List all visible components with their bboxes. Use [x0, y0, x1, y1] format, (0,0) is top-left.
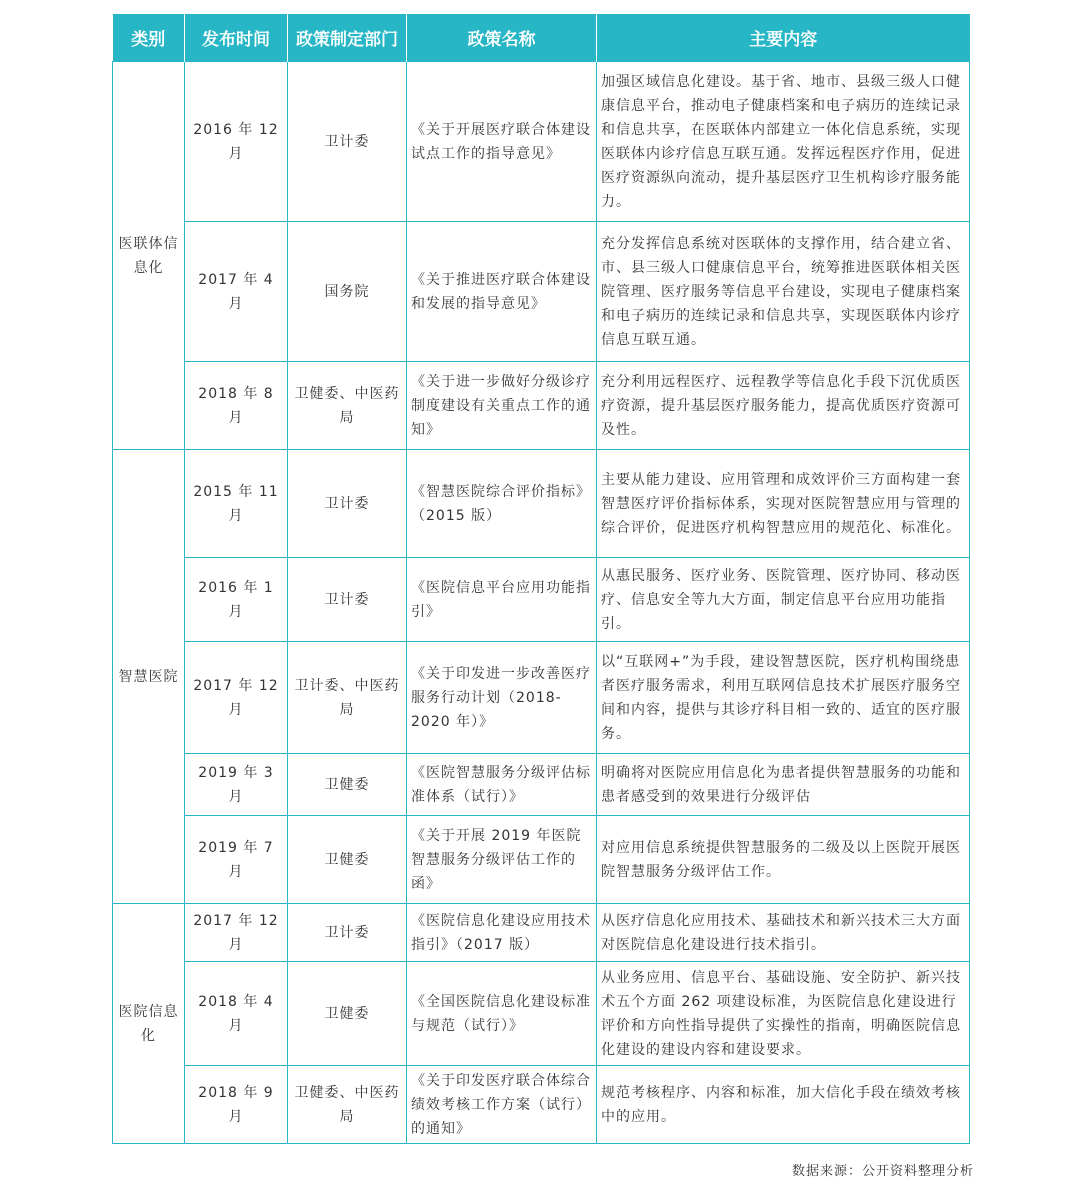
policy-name-cell: 《关于印发进一步改善医疗服务行动计划（2018-2020 年）》	[407, 642, 597, 754]
header-category: 类别	[113, 14, 185, 62]
policy-name-cell: 《关于进一步做好分级诊疗制度建设有关重点工作的通知》	[407, 362, 597, 450]
date-cell: 2017 年 12 月	[185, 904, 288, 962]
department-cell: 卫计委	[288, 450, 407, 558]
department-cell: 卫健委	[288, 962, 407, 1066]
content-cell: 加强区域信息化建设。基于省、地市、县级三级人口健康信息平台，推动电子健康档案和电子病历的连续记录和信息共享，在医联体内部建立一体化信息系统，实现医联体内诊疗信息互联互通。发挥远程医疗作用，促进医疗资源纵向流动，提升基层医疗卫生机构诊疗服务能力。	[597, 62, 970, 222]
content-cell: 对应用信息系统提供智慧服务的二级及以上医院开展医院智慧服务分级评估工作。	[597, 816, 970, 904]
table-row	[113, 450, 970, 558]
date-cell: 2018 年 8 月	[185, 362, 288, 450]
policy-table	[112, 14, 970, 1144]
policy-name-cell: 《关于开展 2019 年医院智慧服务分级评估工作的函》	[407, 816, 597, 904]
date-cell: 2016 年 1 月	[185, 558, 288, 642]
policy-name-cell: 《全国医院信息化建设标准与规范（试行）》	[407, 962, 597, 1066]
content-cell: 从医疗信息化应用技术、基础技术和新兴技术三大方面对医院信息化建设进行技术指引。	[597, 904, 970, 962]
header-main-content: 主要内容	[597, 14, 970, 62]
table-row	[113, 558, 970, 642]
content-cell: 充分利用远程医疗、远程教学等信息化手段下沉优质医疗资源，提升基层医疗服务能力，提高优质医疗资源可及性。	[597, 362, 970, 450]
content-cell: 主要从能力建设、应用管理和成效评价三方面构建一套智慧医疗评价指标体系，实现对医院智慧应用与管理的综合评价，促进医疗机构智慧应用的规范化、标准化。	[597, 450, 970, 558]
department-cell: 卫计委、中医药局	[288, 642, 407, 754]
department-cell: 卫健委、中医药局	[288, 362, 407, 450]
department-cell: 卫健委	[288, 754, 407, 816]
table-row	[113, 754, 970, 816]
table-row	[113, 362, 970, 450]
policy-name-cell: 《关于印发医疗联合体综合绩效考核工作方案（试行）的通知》	[407, 1066, 597, 1144]
data-source-note: 数据来源：公开资料整理分析	[791, 1164, 974, 1179]
table-row	[113, 642, 970, 754]
department-cell: 卫健委	[288, 816, 407, 904]
department-cell: 国务院	[288, 222, 407, 362]
policy-name-cell: 《关于开展医疗联合体建设试点工作的指导意见》	[407, 62, 597, 222]
table-row	[113, 962, 970, 1066]
date-cell: 2015 年 11 月	[185, 450, 288, 558]
table-row	[113, 222, 970, 362]
date-cell: 2017 年 4 月	[185, 222, 288, 362]
content-cell: 规范考核程序、内容和标准，加大信化手段在绩效考核中的应用。	[597, 1066, 970, 1144]
department-cell: 卫计委	[288, 558, 407, 642]
date-cell: 2018 年 4 月	[185, 962, 288, 1066]
header-department: 政策制定部门	[288, 14, 407, 62]
policy-name-cell: 《智慧医院综合评价指标》（2015 版）	[407, 450, 597, 558]
content-cell: 从业务应用、信息平台、基础设施、安全防护、新兴技术五个方面 262 项建设标准，为医院信息化建设进行评价和方向性指导提供了实操性的指南，明确医院信息化建设的建设内容和建设要求。	[597, 962, 970, 1066]
policy-name-cell: 《医院智慧服务分级评估标准体系（试行）》	[407, 754, 597, 816]
policy-name-cell: 《医院信息化建设应用技术指引》（2017 版）	[407, 904, 597, 962]
header-policy-name: 政策名称	[407, 14, 597, 62]
date-cell: 2018 年 9 月	[185, 1066, 288, 1144]
date-cell: 2016 年 12 月	[185, 62, 288, 222]
category-cell: 智慧医院	[113, 450, 185, 904]
department-cell: 卫计委	[288, 62, 407, 222]
category-cell: 医院信息化	[113, 904, 185, 1144]
table-row	[113, 816, 970, 904]
category-cell: 医联体信息化	[113, 62, 185, 450]
table-header-row	[113, 14, 970, 62]
date-cell: 2019 年 3 月	[185, 754, 288, 816]
content-cell: 从惠民服务、医疗业务、医院管理、医疗协同、移动医疗、信息安全等九大方面，制定信息平台应用功能指引。	[597, 558, 970, 642]
table-row	[113, 904, 970, 962]
policy-name-cell: 《医院信息平台应用功能指引》	[407, 558, 597, 642]
department-cell: 卫健委、中医药局	[288, 1066, 407, 1144]
header-date: 发布时间	[185, 14, 288, 62]
content-cell: 充分发挥信息系统对医联体的支撑作用，结合建立省、市、县三级人口健康信息平台，统筹推进医联体相关医院管理、医疗服务等信息平台建设，实现电子健康档案和电子病历的连续记录和信息共享，实现医联体内诊疗信息互联互通。	[597, 222, 970, 362]
department-cell: 卫计委	[288, 904, 407, 962]
date-cell: 2019 年 7 月	[185, 816, 288, 904]
content-cell: 明确将对医院应用信息化为患者提供智慧服务的功能和患者感受到的效果进行分级评估	[597, 754, 970, 816]
policy-name-cell: 《关于推进医疗联合体建设和发展的指导意见》	[407, 222, 597, 362]
content-cell: 以“互联网+”为手段，建设智慧医院，医疗机构围绕患者医疗服务需求，利用互联网信息技术扩展医疗服务空间和内容，提供与其诊疗科目相一致的、适宜的医疗服务。	[597, 642, 970, 754]
table-row	[113, 62, 970, 222]
table-row	[113, 1066, 970, 1144]
date-cell: 2017 年 12 月	[185, 642, 288, 754]
